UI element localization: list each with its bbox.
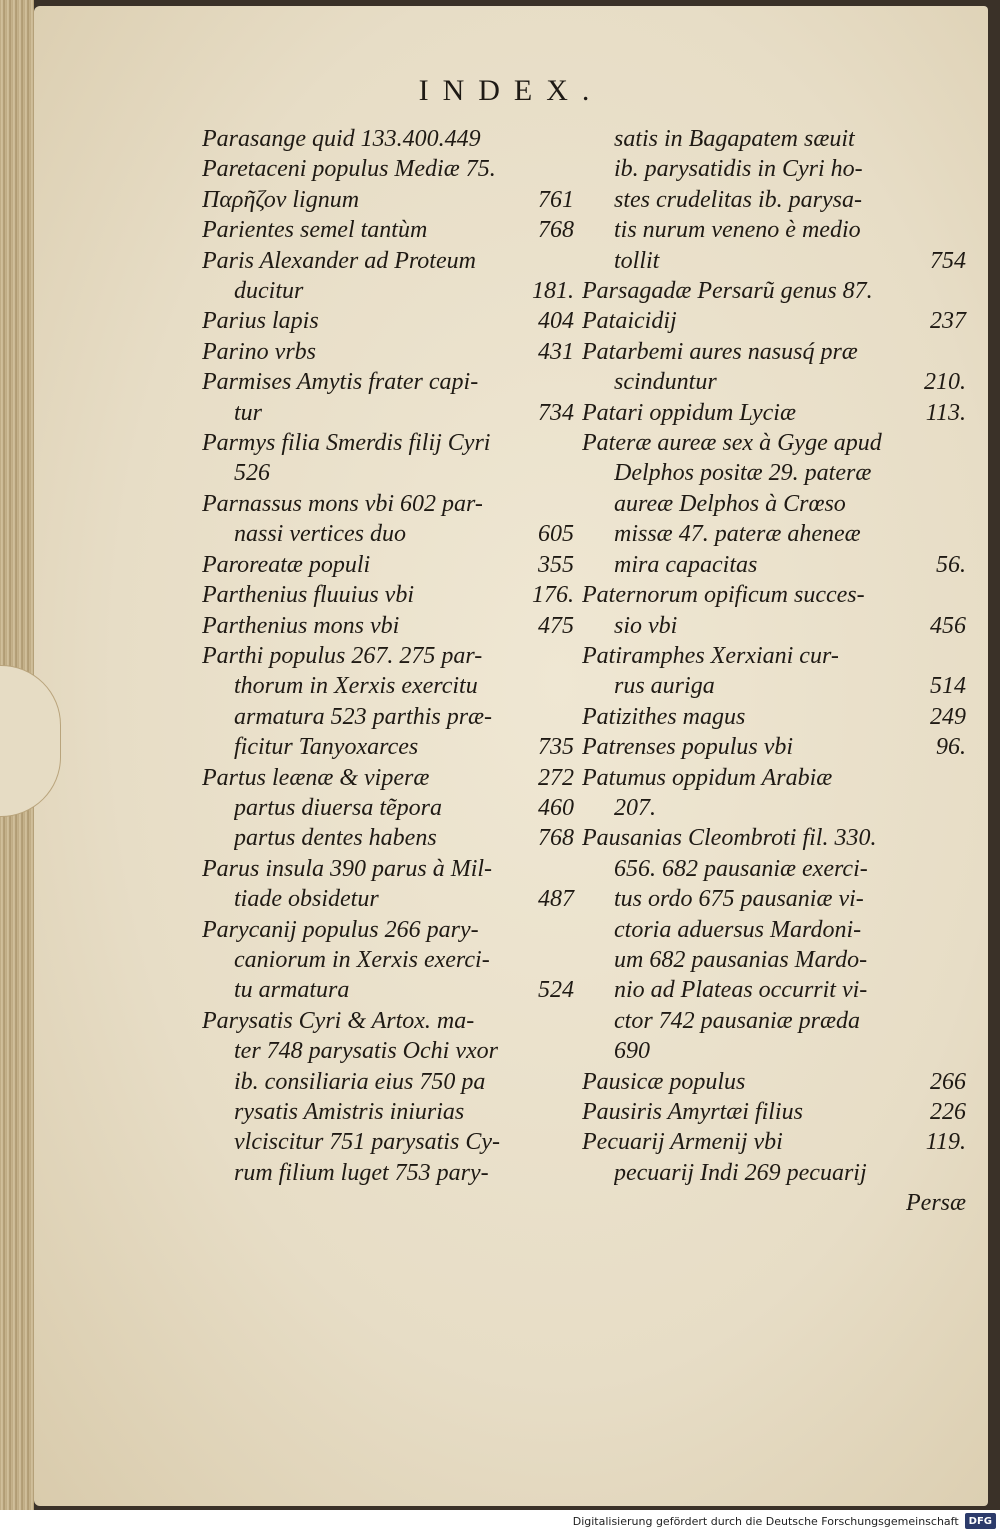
entry-text: Parycanij populus 266 pary- bbox=[202, 916, 479, 943]
entry-text: Patrenses populus vbi bbox=[582, 734, 794, 761]
entry-text: Parientes semel tantùm bbox=[202, 217, 428, 244]
entry-text: Parmys filia Smerdis filij Cyri bbox=[202, 430, 491, 457]
index-entry bbox=[582, 611, 966, 641]
entry-text: Parysatis Cyri & Artox. ma- bbox=[202, 1007, 475, 1034]
index-entry bbox=[202, 793, 574, 823]
index-entry bbox=[202, 276, 574, 306]
entry-page-number: 487 bbox=[538, 886, 574, 913]
entry-page-number: 404 bbox=[538, 308, 574, 335]
entry-page-number: 735 bbox=[538, 734, 574, 761]
entry-page-number: 734 bbox=[538, 399, 574, 426]
entry-text: Persæ bbox=[906, 1190, 966, 1217]
entry-page-number: 210. bbox=[924, 369, 966, 396]
index-column-left bbox=[202, 124, 574, 1188]
entry-text: tur bbox=[234, 399, 263, 426]
entry-text: ib. consiliaria eius 750 pa bbox=[234, 1068, 486, 1095]
entry-text: sio vbi bbox=[614, 612, 678, 639]
entry-text: Patarbemi aures nasusq́ præ bbox=[582, 338, 858, 365]
footer-bar bbox=[0, 1510, 1000, 1532]
entry-text: ctor 742 pausaniæ præda bbox=[614, 1007, 861, 1034]
page-header: INDEX. bbox=[418, 74, 604, 107]
index-entry bbox=[202, 580, 574, 610]
index-entry bbox=[582, 215, 966, 245]
index-entry bbox=[202, 915, 574, 945]
index-entry bbox=[582, 1188, 966, 1218]
entry-text: tus ordo 675 pausaniæ vi- bbox=[614, 886, 864, 913]
entry-page-number: 56. bbox=[936, 551, 966, 578]
index-entry bbox=[202, 215, 574, 245]
entry-text: Parthi populus 267. 275 par- bbox=[202, 642, 483, 669]
entry-text: ib. parysatidis in Cyri ho- bbox=[614, 156, 863, 183]
entry-text: Pecuarij Armenij vbi bbox=[582, 1129, 783, 1156]
index-entry bbox=[202, 246, 574, 276]
entry-text: 526 bbox=[234, 460, 270, 487]
index-entry bbox=[582, 185, 966, 215]
index-entry bbox=[202, 1006, 574, 1036]
footer-credit: Digitalisierung gefördert durch die Deutsche Forschungsgemeinschaft bbox=[572, 1514, 959, 1528]
index-entry bbox=[582, 1127, 966, 1157]
entry-text: caniorum in Xerxis exerci- bbox=[234, 946, 490, 973]
entry-text: rus auriga bbox=[614, 673, 715, 700]
index-entry bbox=[582, 793, 966, 823]
entry-text: Pateræ aureæ sex à Gyge apud bbox=[582, 430, 882, 457]
index-entry bbox=[202, 611, 574, 641]
entry-page-number: 768 bbox=[538, 825, 574, 852]
index-entry bbox=[582, 884, 966, 914]
index-entry bbox=[202, 306, 574, 336]
index-entry bbox=[582, 154, 966, 184]
entry-page-number: 431 bbox=[538, 338, 574, 365]
index-entry bbox=[582, 428, 966, 458]
entry-text: 207. bbox=[614, 794, 656, 821]
index-entry bbox=[202, 1127, 574, 1157]
index-entry bbox=[202, 641, 574, 671]
index-entry bbox=[202, 1036, 574, 1066]
index-entry bbox=[582, 854, 966, 884]
entry-text: Patizithes magus bbox=[582, 703, 746, 730]
entry-text: thorum in Xerxis exercitu bbox=[234, 673, 478, 700]
index-entry bbox=[202, 671, 574, 701]
entry-page-number: 237 bbox=[930, 308, 966, 335]
entry-text: Parasange quid 133.400.449 bbox=[202, 126, 481, 152]
entry-text: ctoria aduersus Mardoni- bbox=[614, 916, 862, 943]
index-entry bbox=[582, 1036, 966, 1066]
entry-text: 656. 682 pausaniæ exerci- bbox=[614, 855, 868, 882]
entry-text: Delphos positæ 29. pateræ bbox=[614, 460, 872, 487]
index-entry bbox=[582, 306, 966, 336]
index-entry bbox=[582, 519, 966, 549]
entry-page-number: 176. bbox=[532, 582, 574, 609]
entry-text: satis in Bagapatem sæuit bbox=[614, 126, 855, 152]
entry-text: tiade obsidetur bbox=[234, 886, 379, 913]
index-entry bbox=[202, 458, 574, 488]
index-entry bbox=[582, 489, 966, 519]
entry-text: Partus leænæ & viperæ bbox=[202, 764, 430, 791]
entry-text: um 682 pausanias Mardo- bbox=[614, 946, 868, 973]
index-entry bbox=[582, 550, 966, 580]
entry-text: ficitur Tanyoxarces bbox=[234, 734, 419, 761]
entry-text: nio ad Plateas occurrit vi- bbox=[614, 977, 868, 1004]
entry-text: 690 bbox=[614, 1038, 650, 1065]
index-entry bbox=[202, 124, 574, 154]
entry-page-number: 768 bbox=[538, 217, 574, 244]
index-entry bbox=[202, 702, 574, 732]
index-entry bbox=[582, 1158, 966, 1188]
index-entry bbox=[202, 975, 574, 1005]
entry-text: nassi vertices duo bbox=[234, 521, 406, 548]
entry-text: scinduntur bbox=[614, 369, 717, 396]
entry-text: mira capacitas bbox=[614, 551, 758, 578]
entry-page-number: 181. bbox=[532, 278, 574, 305]
entry-text: partus diuersa tẽpora bbox=[234, 794, 443, 821]
index-entry bbox=[582, 915, 966, 945]
entry-text: vlciscitur 751 parysatis Cy- bbox=[234, 1129, 500, 1156]
index-entry bbox=[202, 185, 574, 215]
index-entry bbox=[582, 702, 966, 732]
index-entry bbox=[582, 246, 966, 276]
entry-page-number: 266 bbox=[930, 1068, 966, 1095]
entry-text: Patumus oppidum Arabiæ bbox=[582, 764, 833, 791]
entry-text: partus dentes habens bbox=[234, 825, 437, 852]
entry-text: Paris Alexander ad Proteum bbox=[202, 247, 476, 274]
index-entry bbox=[202, 519, 574, 549]
entry-text: ducitur bbox=[234, 278, 304, 305]
entry-text: rysatis Amistris iniurias bbox=[234, 1099, 465, 1125]
entry-text: Parus insula 390 parus à Mil- bbox=[202, 855, 493, 882]
entry-text: Pausiris Amyrtæi filius bbox=[582, 1099, 803, 1125]
index-entry bbox=[202, 550, 574, 580]
entry-text: tu armatura bbox=[234, 977, 350, 1004]
entry-text: stes crudelitas ib. parysa- bbox=[614, 186, 862, 213]
entry-page-number: 456 bbox=[930, 612, 966, 639]
entry-text: Parthenius fluuius vbi bbox=[202, 582, 414, 609]
index-entry bbox=[582, 124, 966, 154]
entry-page-number: 249 bbox=[930, 703, 966, 730]
entry-page-number: 605 bbox=[538, 521, 574, 548]
entry-page-number: 475 bbox=[538, 612, 574, 639]
entry-text: Paretaceni populus Mediæ 75. bbox=[202, 156, 496, 183]
index-entry bbox=[582, 671, 966, 701]
dfg-logo: DFG bbox=[965, 1513, 996, 1529]
index-entry bbox=[202, 763, 574, 793]
entry-page-number: 272 bbox=[538, 764, 574, 791]
index-entry bbox=[582, 641, 966, 671]
index-entry bbox=[202, 337, 574, 367]
book-page bbox=[34, 6, 988, 1506]
index-entry bbox=[582, 276, 966, 306]
index-entry bbox=[202, 1097, 574, 1127]
entry-text: Pausicæ populus bbox=[582, 1068, 746, 1095]
index-column-right bbox=[582, 124, 966, 1219]
entry-text: Pataicidij bbox=[582, 308, 677, 335]
entry-page-number: 524 bbox=[538, 977, 574, 1004]
index-entry bbox=[582, 1097, 966, 1127]
entry-page-number: 113. bbox=[925, 399, 966, 426]
index-entry bbox=[202, 398, 574, 428]
index-entry bbox=[202, 854, 574, 884]
entry-text: Parius lapis bbox=[202, 308, 319, 335]
entry-text: tollit bbox=[614, 247, 660, 274]
entry-text: Parmises Amytis frater capi- bbox=[202, 369, 479, 396]
entry-page-number: 355 bbox=[538, 551, 574, 578]
entry-text: Parsagadæ Persarũ genus 87. bbox=[582, 278, 873, 305]
index-entry bbox=[582, 1006, 966, 1036]
index-entry bbox=[202, 367, 574, 397]
entry-text: aureæ Delphos à Crœso bbox=[614, 490, 846, 517]
entry-page-number: 96. bbox=[936, 734, 966, 761]
entry-text: ter 748 parysatis Ochi vxor bbox=[234, 1038, 498, 1065]
index-entry bbox=[582, 1067, 966, 1097]
index-entry bbox=[582, 945, 966, 975]
index-entry bbox=[202, 489, 574, 519]
entry-page-number: 761 bbox=[538, 186, 574, 213]
entry-text: Patari oppidum Lyciæ bbox=[582, 399, 796, 426]
entry-page-number: 119. bbox=[925, 1129, 966, 1156]
entry-page-number: 226 bbox=[930, 1099, 966, 1125]
index-entry bbox=[202, 732, 574, 762]
index-entry bbox=[202, 1158, 574, 1188]
entry-text: Paternorum opificum succes- bbox=[582, 582, 865, 609]
index-entry bbox=[582, 398, 966, 428]
index-entry bbox=[582, 823, 966, 853]
entry-page-number: 754 bbox=[930, 247, 966, 274]
index-entry bbox=[202, 154, 574, 184]
entry-text: Parthenius mons vbi bbox=[202, 612, 400, 639]
index-entry bbox=[582, 367, 966, 397]
index-entry bbox=[582, 763, 966, 793]
entry-text: armatura 523 parthis præ- bbox=[234, 703, 493, 730]
entry-text: Patiramphes Xerxiani cur- bbox=[582, 642, 839, 669]
entry-text: Παρῆζον lignum bbox=[202, 186, 360, 213]
entry-page-number: 514 bbox=[930, 673, 966, 700]
entry-text: rum filium luget 753 pary- bbox=[234, 1159, 489, 1186]
index-entry bbox=[582, 975, 966, 1005]
entry-text: Pausanias Cleombroti fil. 330. bbox=[582, 825, 877, 852]
index-entry bbox=[582, 337, 966, 367]
index-entry bbox=[202, 823, 574, 853]
entry-text: Paroreatæ populi bbox=[202, 551, 371, 578]
index-entry bbox=[202, 884, 574, 914]
index-entry bbox=[202, 945, 574, 975]
entry-page-number: 460 bbox=[538, 794, 574, 821]
entry-text: pecuarij Indi 269 pecuarij bbox=[614, 1159, 867, 1186]
entry-text: Parino vrbs bbox=[202, 338, 316, 365]
entry-text: Parnassus mons vbi 602 par- bbox=[202, 490, 483, 517]
index-entry bbox=[202, 1067, 574, 1097]
index-entry bbox=[582, 458, 966, 488]
entry-text: tis nurum veneno è medio bbox=[614, 217, 861, 244]
index-entry bbox=[582, 732, 966, 762]
entry-text: missæ 47. pateræ aheneæ bbox=[614, 521, 861, 548]
index-entry bbox=[582, 580, 966, 610]
index-entry bbox=[202, 428, 574, 458]
